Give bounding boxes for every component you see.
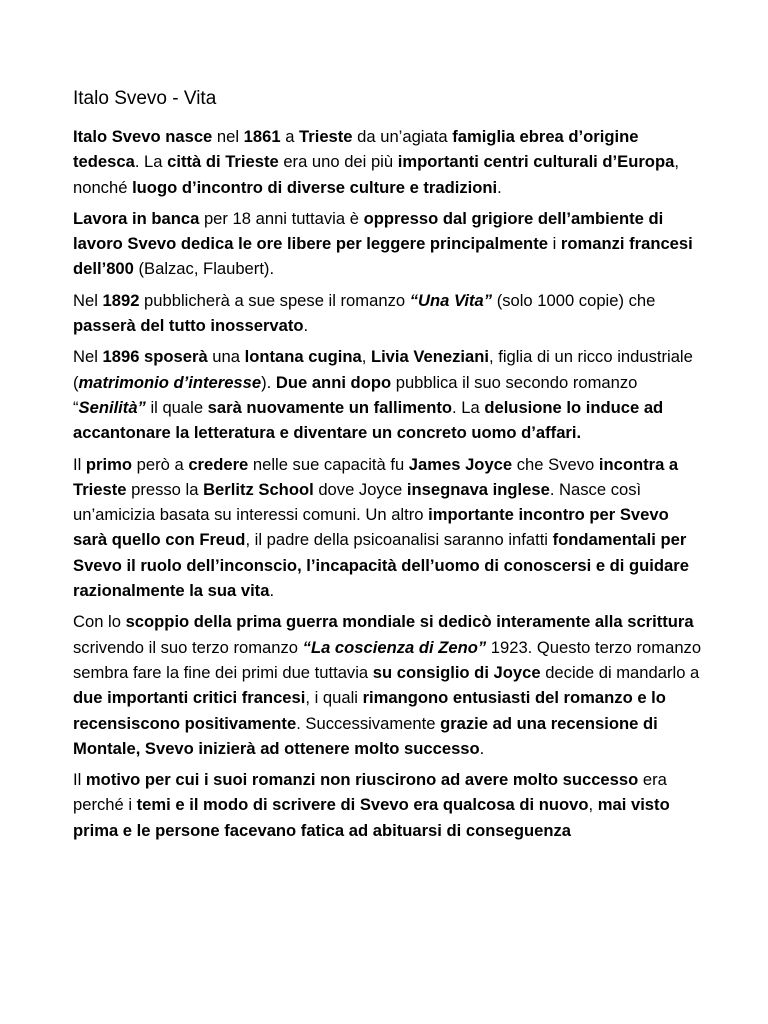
document-body bbox=[73, 124, 703, 843]
paragraph-1 bbox=[73, 124, 703, 200]
text-run: . La bbox=[452, 397, 485, 417]
text-run: su consiglio di Joyce bbox=[372, 662, 541, 682]
text-run: primo bbox=[85, 454, 133, 474]
text-run: rimangono entusiasti del romanzo e lo recensiscono positivamente bbox=[73, 688, 666, 733]
text-run: . bbox=[303, 316, 309, 336]
text-run: Berlitz School bbox=[203, 479, 314, 499]
paragraph-3 bbox=[73, 288, 703, 339]
text-run: sarà nuovamente un fallimento bbox=[207, 397, 453, 417]
text-run: pubblica il suo secondo romanzo “ bbox=[73, 372, 638, 417]
text-run: decide di mandarlo a bbox=[540, 662, 700, 682]
text-run: importante incontro per Svevo sarà quello con Freud bbox=[73, 505, 669, 550]
text-run: fondamentali per Svevo il ruolo dell’inconscio, l’incapacità dell’uomo di conoscersi e di guidare razionalmente la sua vita bbox=[73, 530, 689, 601]
text-run: Senilità” bbox=[78, 397, 146, 417]
text-run: romanzi francesi dell’800 bbox=[73, 234, 693, 279]
text-run: da un’agiata bbox=[352, 127, 453, 146]
text-run: (solo 1000 copie) che bbox=[492, 290, 656, 310]
text-run: James Joyce bbox=[408, 454, 513, 474]
text-run: 1861 bbox=[243, 127, 281, 146]
paragraph-4 bbox=[73, 344, 703, 445]
document-title: Italo Svevo - Vita bbox=[73, 88, 217, 109]
text-run: che Svevo bbox=[512, 454, 599, 474]
text-run: grazie ad una recensione di Montale, Svevo inizierà ad ottenere molto successo bbox=[73, 713, 658, 758]
text-run: ). bbox=[261, 372, 276, 392]
text-run: temi e il modo di scrivere di Svevo era qualcosa di nuovo bbox=[136, 795, 589, 815]
text-run: i bbox=[547, 234, 561, 254]
text-run: nel bbox=[212, 127, 244, 146]
text-run: incontra a Trieste bbox=[73, 454, 679, 499]
text-run: Il bbox=[73, 770, 86, 790]
text-run: , figlia di un ricco industriale ( bbox=[73, 347, 693, 392]
text-run: . bbox=[269, 581, 275, 601]
text-run: delusione lo induce ad accantonare la letteratura e diventare un concreto uomo d’affari. bbox=[73, 397, 664, 443]
text-run: credere bbox=[188, 454, 249, 474]
text-run: “La coscienza di Zeno” bbox=[302, 637, 487, 657]
paragraph-7 bbox=[73, 767, 703, 843]
text-run: . bbox=[479, 738, 485, 758]
paragraph-2 bbox=[73, 206, 703, 282]
text-run: 1892 bbox=[102, 290, 140, 310]
document-page bbox=[73, 84, 703, 849]
text-run: presso la bbox=[126, 479, 204, 499]
text-run: 1896 sposerà bbox=[102, 347, 208, 367]
text-run: famiglia ebrea d’origine tedesca bbox=[73, 127, 639, 172]
text-run: , nonché bbox=[73, 152, 679, 197]
text-run: una bbox=[207, 347, 245, 367]
text-run: nelle sue capacità fu bbox=[248, 454, 409, 474]
text-run: oppresso dal grigiore dell’ambiente di lavoro Svevo dedica le ore libere per leggere principalmente bbox=[73, 208, 664, 254]
text-run: insegnava inglese bbox=[406, 479, 550, 499]
text-run: dove Joyce bbox=[313, 479, 407, 499]
text-run: Nel bbox=[73, 290, 103, 310]
paragraph-5 bbox=[73, 452, 703, 604]
text-run: pubblicherà a sue spese il romanzo bbox=[139, 290, 410, 310]
text-run: due importanti critici francesi bbox=[73, 688, 306, 708]
text-run: scoppio della prima guerra mondiale si dedicò interamente alla scrittura bbox=[125, 612, 694, 632]
text-run: Trieste bbox=[299, 127, 353, 146]
text-run: Nel bbox=[73, 347, 103, 367]
text-run: , bbox=[588, 795, 598, 815]
text-run: a bbox=[280, 127, 300, 146]
text-run: . bbox=[497, 177, 502, 197]
text-run: Livia Veneziani bbox=[370, 347, 489, 367]
text-run: luogo d’incontro di diverse culture e tradizioni bbox=[132, 177, 498, 197]
text-run: scrivendo il suo terzo romanzo bbox=[73, 637, 303, 657]
text-run: , bbox=[361, 347, 371, 367]
text-run: per 18 anni tuttavia è bbox=[199, 208, 364, 228]
text-run: . La bbox=[134, 152, 168, 172]
text-run: città di Trieste bbox=[167, 152, 279, 172]
text-run: , il padre della psicoanalisi saranno infatti bbox=[245, 530, 553, 550]
text-run: matrimonio d’interesse bbox=[78, 372, 262, 392]
text-run: Due anni dopo bbox=[275, 372, 392, 392]
paragraph-6 bbox=[73, 609, 703, 761]
text-run: “Una Vita” bbox=[409, 290, 493, 310]
text-run: passerà del tutto inosservato bbox=[73, 316, 304, 336]
text-run: Italo Svevo nasce bbox=[73, 127, 213, 146]
text-run: era uno dei più bbox=[278, 152, 398, 172]
text-run: però a bbox=[132, 454, 189, 474]
text-run: importanti centri culturali d’Europa bbox=[397, 152, 675, 172]
text-run: Con lo bbox=[73, 612, 126, 632]
text-run: , i quali bbox=[305, 688, 363, 708]
text-run: Il bbox=[73, 454, 86, 474]
text-run: era perché i bbox=[73, 770, 667, 815]
text-run: . Nasce così un’amicizia basata su interessi comuni. Un altro bbox=[73, 479, 642, 525]
text-run: il quale bbox=[145, 397, 208, 417]
text-run: (Balzac, Flaubert). bbox=[133, 259, 275, 279]
text-run: Lavora in banca bbox=[73, 208, 200, 228]
text-run: mai visto prima e le persone facevano fatica ad abituarsi di conseguenza bbox=[73, 795, 670, 840]
text-run: motivo per cui i suoi romanzi non riuscirono ad avere molto successo bbox=[85, 770, 639, 790]
text-run: lontana cugina bbox=[244, 347, 362, 367]
text-run: . Successivamente bbox=[296, 713, 441, 733]
text-run: 1923. Questo terzo romanzo sembra fare la fine dei primi due tuttavia bbox=[73, 637, 702, 682]
